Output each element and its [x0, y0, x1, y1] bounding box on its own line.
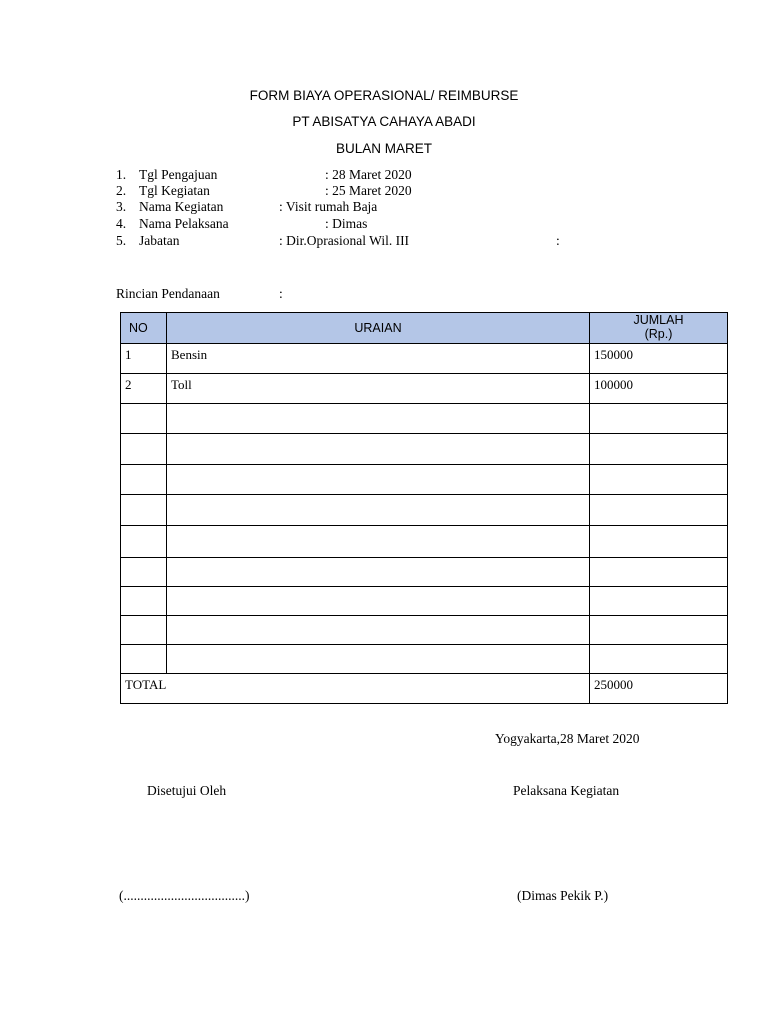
header-jumlah-line1: JUMLAH	[633, 313, 684, 328]
header-jumlah	[590, 313, 728, 344]
info-number: 1.	[116, 167, 127, 182]
table-row	[121, 558, 728, 587]
info-value: : 25 Maret 2020	[325, 183, 412, 198]
info-trailing-colon: :	[556, 233, 560, 248]
company-name: PT ABISATYA CAHAYA ABADI	[292, 114, 476, 129]
cell-jumlah	[590, 645, 728, 674]
info-value: : Visit rumah Baja	[279, 199, 378, 214]
table-row	[121, 374, 728, 404]
cell-jumlah	[590, 558, 728, 587]
info-value: : Dir.Oprasional Wil. III	[279, 233, 410, 248]
place-date: Yogyakarta,28 Maret 2020	[495, 731, 640, 746]
cell-no	[121, 645, 167, 674]
cell-jumlah	[590, 616, 728, 645]
cell-jumlah	[590, 434, 728, 465]
table-row	[121, 434, 728, 465]
header-uraian: URAIAN	[167, 313, 590, 344]
cell-jumlah	[590, 526, 728, 558]
cell-no	[121, 526, 167, 558]
cell-jumlah: 150000	[590, 344, 728, 374]
cell-uraian	[167, 616, 590, 645]
table-row	[121, 344, 728, 374]
cell-no: 2	[121, 374, 167, 404]
cell-uraian	[167, 465, 590, 495]
info-label: Tgl Pengajuan	[139, 167, 218, 182]
table-row	[121, 495, 728, 526]
info-number: 2.	[116, 183, 127, 198]
table-row	[121, 465, 728, 495]
info-number: 4.	[116, 216, 127, 231]
header-jumlah-line2: (Rp.)	[644, 327, 673, 341]
cell-uraian: Bensin	[167, 344, 590, 374]
approved-by-label: Disetujui Oleh	[147, 783, 227, 798]
table-header-row	[121, 313, 728, 344]
rincian-colon: :	[279, 286, 283, 301]
info-label: Tgl Kegiatan	[139, 183, 210, 198]
rincian-label: Rincian Pendanaan	[116, 286, 220, 301]
cell-uraian	[167, 526, 590, 558]
cell-no	[121, 495, 167, 526]
table-total-row	[121, 674, 728, 704]
cell-uraian	[167, 587, 590, 616]
period-label: BULAN MARET	[335, 141, 433, 156]
cell-no	[121, 558, 167, 587]
approver-signature-line: (....................................)	[119, 888, 250, 903]
info-label: Nama Pelaksana	[139, 216, 229, 231]
info-value: : Dimas	[325, 216, 368, 231]
total-value: 250000	[590, 674, 728, 704]
info-number: 5.	[116, 233, 127, 248]
cell-no	[121, 465, 167, 495]
cell-jumlah	[590, 404, 728, 434]
table-row	[121, 587, 728, 616]
cell-uraian: Toll	[167, 374, 590, 404]
info-label: Nama Kegiatan	[139, 199, 224, 214]
table-row	[121, 616, 728, 645]
cell-uraian	[167, 434, 590, 465]
cell-jumlah	[590, 465, 728, 495]
info-value: : 28 Maret 2020	[325, 167, 412, 182]
cell-no	[121, 616, 167, 645]
form-title: FORM BIAYA OPERASIONAL/ REIMBURSE	[249, 88, 519, 103]
table-row	[121, 404, 728, 434]
executor-signature-name: (Dimas Pekik P.)	[517, 888, 609, 903]
header-no: NO	[121, 313, 167, 344]
cell-no	[121, 404, 167, 434]
info-label: Jabatan	[139, 233, 180, 248]
cell-uraian	[167, 495, 590, 526]
cell-uraian	[167, 558, 590, 587]
cell-no	[121, 434, 167, 465]
cell-jumlah	[590, 587, 728, 616]
cell-jumlah: 100000	[590, 374, 728, 404]
table-row	[121, 645, 728, 674]
cell-uraian	[167, 645, 590, 674]
cell-uraian	[167, 404, 590, 434]
rincian-table	[120, 312, 728, 704]
executor-label: Pelaksana Kegiatan	[513, 783, 620, 798]
cell-no	[121, 587, 167, 616]
info-number: 3.	[116, 199, 127, 214]
table-row	[121, 526, 728, 558]
cell-no: 1	[121, 344, 167, 374]
cell-jumlah	[590, 495, 728, 526]
total-label: TOTAL	[121, 674, 590, 704]
